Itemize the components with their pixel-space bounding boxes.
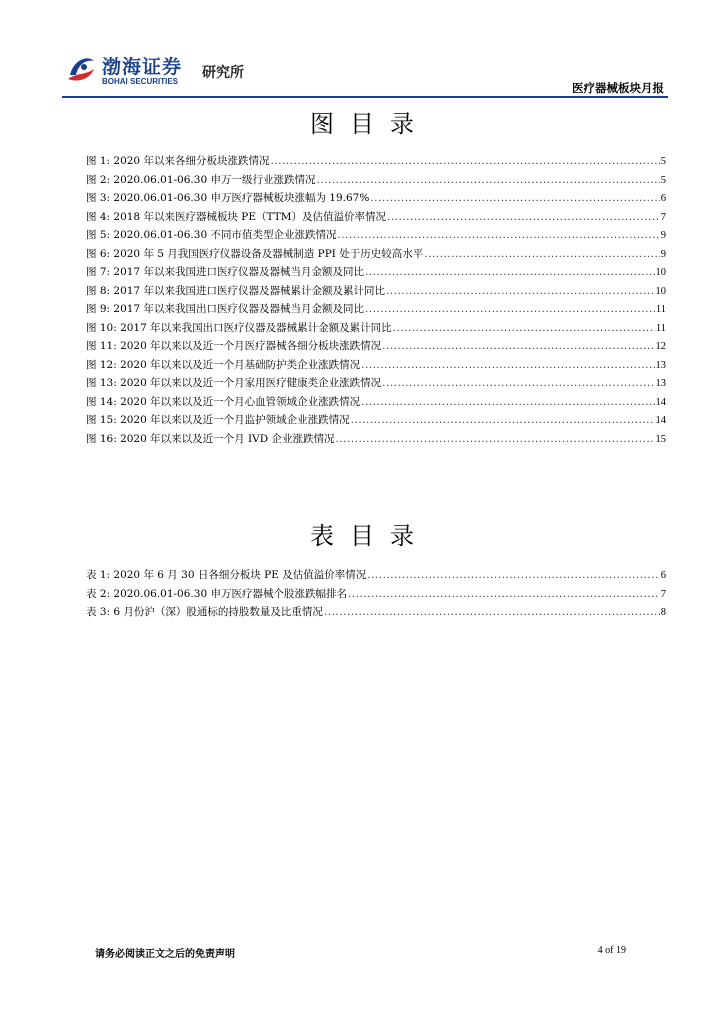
toc-entry-page[interactable]: 14 [655, 396, 666, 408]
toc-entry-label[interactable]: 图 14: 2020 年以来以及近一个月心血管领域企业涨跌情况 [86, 395, 361, 408]
toc-entry-label[interactable]: 图 5: 2020.06.01-06.30 不同市值类型企业涨跌情况 [86, 229, 337, 241]
table-toc-title: 表目录 [310, 522, 430, 550]
toc-entry[interactable] [86, 337, 666, 356]
figure-toc-list [86, 152, 666, 448]
toc-entry-label[interactable]: 图 8: 2017 年以来我国进口医疗仪器及器械累计金额及累计同比 [86, 284, 385, 297]
toc-dot-leader [351, 411, 655, 430]
toc-dot-leader [316, 171, 659, 190]
institute-label: 研究所 [202, 65, 244, 81]
bohai-logo-icon [66, 53, 96, 83]
toc-dot-leader [348, 585, 660, 604]
toc-entry-page[interactable]: 6 [660, 193, 666, 204]
toc-entry[interactable] [86, 300, 666, 319]
toc-entry[interactable] [86, 282, 666, 301]
toc-entry-page[interactable]: 9 [660, 248, 666, 260]
toc-entry-page[interactable]: 9 [660, 230, 666, 241]
footer-disclaimer: 请务必阅读正文之后的免责声明 [95, 949, 235, 960]
toc-dot-leader [335, 430, 654, 449]
toc-entry-label[interactable]: 表 2: 2020.06.01-06.30 申万医疗器械个股涨跌幅排名 [86, 587, 347, 600]
logo-chinese-name: 渤海证券 [102, 56, 183, 78]
toc-dot-leader [393, 319, 655, 338]
toc-entry[interactable] [86, 226, 666, 245]
toc-entry-label[interactable]: 图 7: 2017 年以来我国进口医疗仪器及器械当月金额及同比 [86, 266, 364, 278]
toc-entry-page[interactable]: 7 [660, 588, 666, 600]
toc-entry-label[interactable]: 表 3: 6 月份沪（深）股通标的持股数量及比重情况 [86, 606, 323, 618]
toc-entry-page[interactable]: 8 [660, 607, 666, 618]
toc-entry[interactable] [86, 263, 666, 282]
toc-entry-page[interactable]: 13 [655, 359, 666, 371]
toc-entry[interactable] [86, 566, 666, 585]
toc-entry[interactable] [86, 430, 666, 449]
toc-dot-leader [270, 152, 659, 171]
toc-entry-label[interactable]: 图 11: 2020 年以来以及近一个月医疗器械各细分板块涨跌情况 [86, 340, 382, 352]
toc-entry[interactable] [86, 208, 666, 227]
toc-entry-page[interactable]: 11 [655, 304, 666, 315]
toc-entry-page[interactable]: 7 [660, 211, 666, 223]
toc-entry-page[interactable]: 11 [655, 322, 666, 334]
toc-entry[interactable] [86, 374, 666, 393]
toc-entry-page[interactable]: 15 [655, 433, 666, 445]
toc-dot-leader [324, 603, 660, 622]
toc-entry[interactable] [86, 585, 666, 604]
toc-dot-leader [370, 189, 659, 208]
toc-entry-page[interactable]: 12 [655, 341, 666, 352]
toc-entry[interactable] [86, 319, 666, 338]
figure-toc-title: 图目录 [310, 110, 430, 138]
header-divider [62, 96, 668, 98]
toc-entry-label[interactable]: 图 6: 2020 年 5 月我国医疗仪器设备及器械制造 PPI 处于历史较高水平 [86, 247, 424, 260]
toc-entry[interactable] [86, 393, 666, 412]
toc-entry-page[interactable]: 14 [655, 415, 666, 426]
report-type-title: 医疗器械板块月报 [572, 81, 664, 95]
toc-entry-label[interactable]: 图 13: 2020 年以来以及近一个月家用医疗健康类企业涨跌情况 [86, 377, 382, 389]
toc-entry-label[interactable]: 图 9: 2017 年以来我国出口医疗仪器及器械当月金额及同比 [86, 303, 364, 315]
toc-dot-leader [382, 374, 654, 393]
toc-entry-page[interactable]: 10 [655, 267, 666, 278]
toc-entry-page[interactable]: 5 [660, 174, 666, 186]
toc-dot-leader [365, 263, 655, 282]
toc-entry[interactable] [86, 411, 666, 430]
toc-entry[interactable] [86, 171, 666, 190]
page-header [62, 50, 668, 98]
toc-entry-page[interactable]: 13 [655, 378, 666, 389]
toc-entry-label[interactable]: 图 15: 2020 年以来以及近一个月监护领域企业涨跌情况 [86, 414, 350, 426]
toc-dot-leader [365, 300, 655, 319]
toc-entry-page[interactable]: 10 [655, 285, 666, 297]
footer-page-indicator: 4 of 19 [597, 945, 626, 956]
toc-entry-label[interactable]: 图 1: 2020 年以来各细分板块涨跌情况 [86, 155, 270, 167]
toc-entry[interactable] [86, 245, 666, 264]
logo-english-name: BOHAI SECURITIES [102, 77, 179, 86]
toc-entry[interactable] [86, 152, 666, 171]
toc-entry-label[interactable]: 图 4: 2018 年以来医疗器械板块 PE（TTM）及估值溢价率情况 [86, 210, 386, 223]
toc-entry-label[interactable]: 图 3: 2020.06.01-06.30 申万医疗器械板块涨幅为 19.67% [86, 192, 370, 204]
toc-entry-page[interactable]: 6 [660, 570, 666, 581]
toc-entry-label[interactable]: 图 10: 2017 年以来我国出口医疗仪器及器械累计金额及累计同比 [86, 321, 392, 334]
toc-dot-leader [337, 226, 659, 245]
table-toc-list [86, 566, 666, 622]
toc-dot-leader [382, 337, 654, 356]
toc-dot-leader [386, 282, 655, 301]
toc-dot-leader [387, 208, 660, 227]
toc-entry-label[interactable]: 表 1: 2020 年 6 月 30 日各细分板块 PE 及估值溢价率情况 [86, 569, 367, 581]
toc-dot-leader [361, 393, 654, 412]
toc-entry-label[interactable]: 图 16: 2020 年以来以及近一个月 IVD 企业涨跌情况 [86, 432, 335, 445]
toc-dot-leader [367, 566, 660, 585]
toc-entry-label[interactable]: 图 2: 2020.06.01-06.30 申万一级行业涨跌情况 [86, 173, 316, 186]
toc-entry[interactable] [86, 603, 666, 622]
toc-entry-label[interactable]: 图 12: 2020 年以来以及近一个月基础防护类企业涨跌情况 [86, 358, 361, 371]
toc-entry[interactable] [86, 356, 666, 375]
toc-dot-leader [361, 356, 654, 375]
toc-entry[interactable] [86, 189, 666, 208]
toc-entry-page[interactable]: 5 [660, 156, 666, 167]
toc-dot-leader [424, 245, 659, 264]
